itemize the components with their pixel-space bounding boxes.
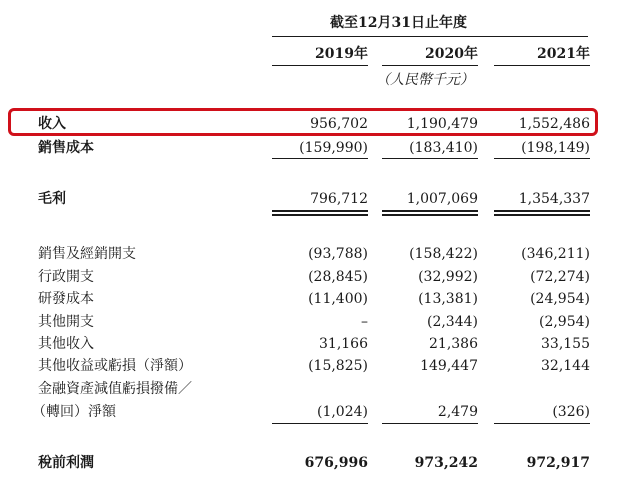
double-line-2019-b	[272, 214, 368, 218]
row-label-impairment-line2: （轉回）淨額	[32, 404, 116, 420]
row-label-profit-before-tax: 稅前利潤	[38, 455, 94, 471]
row-value-rnd-2020: (13,381)	[418, 291, 478, 307]
subtotal-line-2019	[272, 158, 368, 159]
row-label-revenue: 收入	[38, 116, 66, 132]
row-value-admin-2021: (72,274)	[530, 269, 590, 285]
row-value-cost-2021: (198,149)	[521, 140, 590, 156]
year-underline-2019	[272, 65, 368, 66]
row-value-gains-2020: 149,447	[420, 358, 478, 374]
row-value-impair-2021: (326)	[552, 404, 590, 420]
row-label-other-income: 其他收入	[38, 336, 94, 352]
pretax-line-2020	[382, 423, 478, 424]
pretax-line-2019	[272, 423, 368, 424]
row-label-rnd-costs: 研發成本	[38, 291, 94, 307]
row-value-revenue-2019: 956,702	[310, 116, 368, 132]
double-line-2020-b	[382, 214, 478, 218]
year-header-2021: 2021年	[537, 46, 590, 62]
subtotal-line-2021	[494, 158, 590, 159]
row-value-pbt-2020: 973,242	[414, 455, 478, 471]
row-label-selling-expenses: 銷售及經銷開支	[38, 246, 136, 262]
row-label-other-expenses: 其他開支	[38, 314, 94, 330]
row-value-gains-2019: (15,825)	[308, 358, 368, 374]
row-label-other-gains: 其他收益或虧損（淨額）	[38, 358, 192, 374]
row-value-selling-2019: (93,788)	[308, 246, 368, 262]
row-value-gains-2021: 32,144	[541, 358, 590, 374]
year-header-2019: 2019年	[315, 46, 368, 62]
row-label-admin-expenses: 行政開支	[38, 269, 94, 285]
period-header: 截至12月31日止年度	[330, 15, 467, 31]
row-value-other-inc-2020: 21,386	[429, 336, 478, 352]
row-value-gross-2021: 1,354,337	[518, 191, 590, 207]
row-value-revenue-2021: 1,552,486	[518, 116, 590, 132]
pretax-line-2021	[494, 423, 590, 424]
year-underline-2020	[382, 65, 478, 66]
unit-label: （人民幣千元）	[376, 72, 474, 88]
row-value-admin-2020: (32,992)	[418, 269, 478, 285]
row-label-gross-profit: 毛利	[38, 191, 66, 207]
row-label-cost-of-sales: 銷售成本	[38, 140, 94, 156]
period-underline	[272, 36, 588, 37]
row-value-other-inc-2019: 31,166	[319, 336, 368, 352]
row-value-admin-2019: (28,845)	[308, 269, 368, 285]
row-value-selling-2021: (346,211)	[521, 246, 590, 262]
year-underline-2021	[494, 65, 590, 66]
subtotal-line-2020	[382, 158, 478, 159]
row-value-revenue-2020: 1,190,479	[406, 116, 478, 132]
row-label-impairment-line1: 金融資產減值虧損撥備／	[38, 381, 192, 397]
row-value-pbt-2019: 676,996	[304, 455, 368, 471]
row-value-cost-2020: (183,410)	[409, 140, 478, 156]
row-value-gross-2019: 796,712	[310, 191, 368, 207]
row-value-other-inc-2021: 33,155	[541, 336, 590, 352]
row-value-rnd-2019: (11,400)	[308, 291, 368, 307]
row-value-other-exp-2021: (2,954)	[538, 314, 590, 330]
row-value-cost-2019: (159,990)	[299, 140, 368, 156]
year-header-2020: 2020年	[425, 46, 478, 62]
row-value-other-exp-2020: (2,344)	[426, 314, 478, 330]
row-value-gross-2020: 1,007,069	[406, 191, 478, 207]
row-value-rnd-2021: (24,954)	[530, 291, 590, 307]
row-value-impair-2019: (1,024)	[316, 404, 368, 420]
row-value-impair-2020: 2,479	[437, 404, 478, 420]
row-value-selling-2020: (158,422)	[409, 246, 478, 262]
row-value-pbt-2021: 972,917	[526, 455, 590, 471]
double-line-2021-b	[494, 214, 590, 218]
row-value-other-exp-2019: –	[361, 314, 368, 330]
